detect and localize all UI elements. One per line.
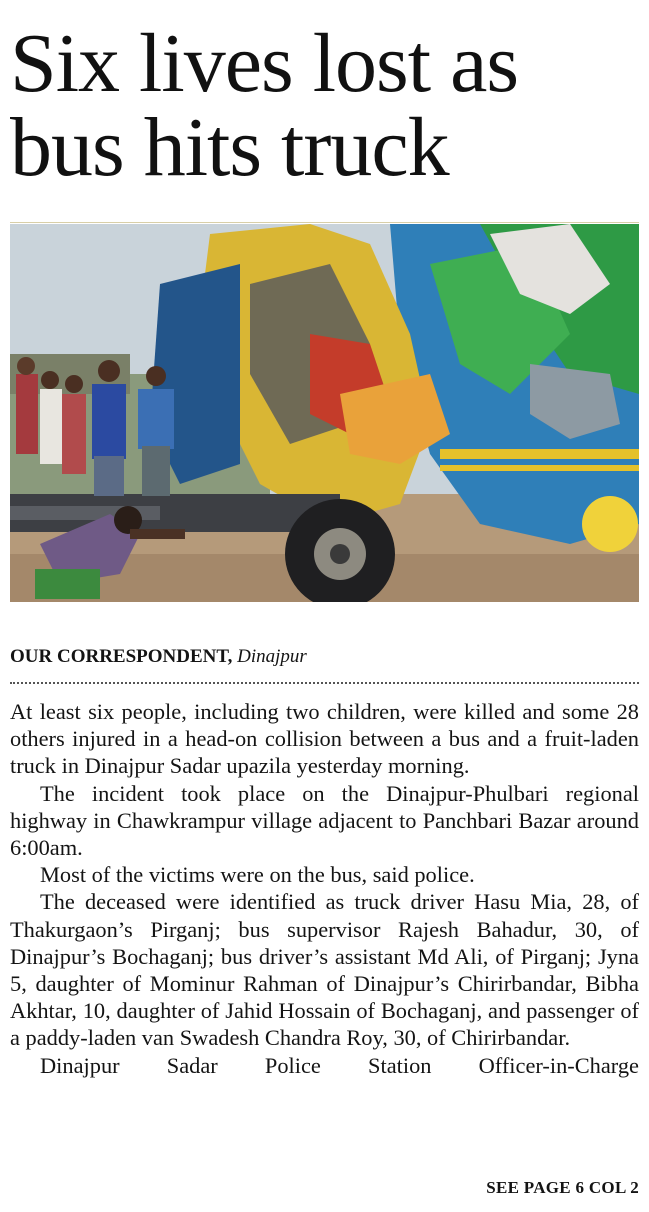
article-body bbox=[10, 698, 639, 1079]
paragraph: The incident took place on the Dinajpur-Phulbari regional highway in Chawkrampur village adjacent to Panchbari Bazar around 6:00am. bbox=[10, 780, 639, 861]
byline bbox=[10, 645, 307, 669]
paragraph: At least six people, including two children, were killed and some 28 others injured in a head-on collision between a bus and a fruit-laden truck in Dinajpur Sadar upazila yesterday morning. bbox=[10, 699, 639, 779]
paragraph: Dinajpur Sadar Police Station Officer-in-Charge bbox=[40, 1052, 639, 1078]
top-rule bbox=[10, 222, 639, 223]
byline-author: OUR CORRESPONDENT, bbox=[10, 646, 233, 667]
dotted-divider bbox=[10, 682, 639, 684]
paragraph: The deceased were identified as truck driver Hasu Mia, 28, of Thakurgaon’s Pirganj; bus supervisor Rajesh Bahadur, 30, of Dinajpur’s Bochaganj; bus driver’s assistant Md Ali, of Pirganj; Jyna 5, daughter of Mominur Rahman of Dinajpur’s Chirirbandar, Bibha Akhtar, 10, daughter of Jahid Hossain of Bochaganj, and passenger of a paddy-laden van Swadesh Chandra Roy, 30, of Chirirbandar. bbox=[10, 889, 639, 1051]
paragraph: Most of the victims were on the bus, said police. bbox=[40, 862, 475, 888]
accident-photo bbox=[10, 224, 639, 602]
byline-location: Dinajpur bbox=[237, 646, 307, 667]
headline: Six lives lost as bus hits truck bbox=[10, 17, 519, 194]
continuation-jump-line: SEE PAGE 6 COL 2 bbox=[486, 1178, 639, 1197]
